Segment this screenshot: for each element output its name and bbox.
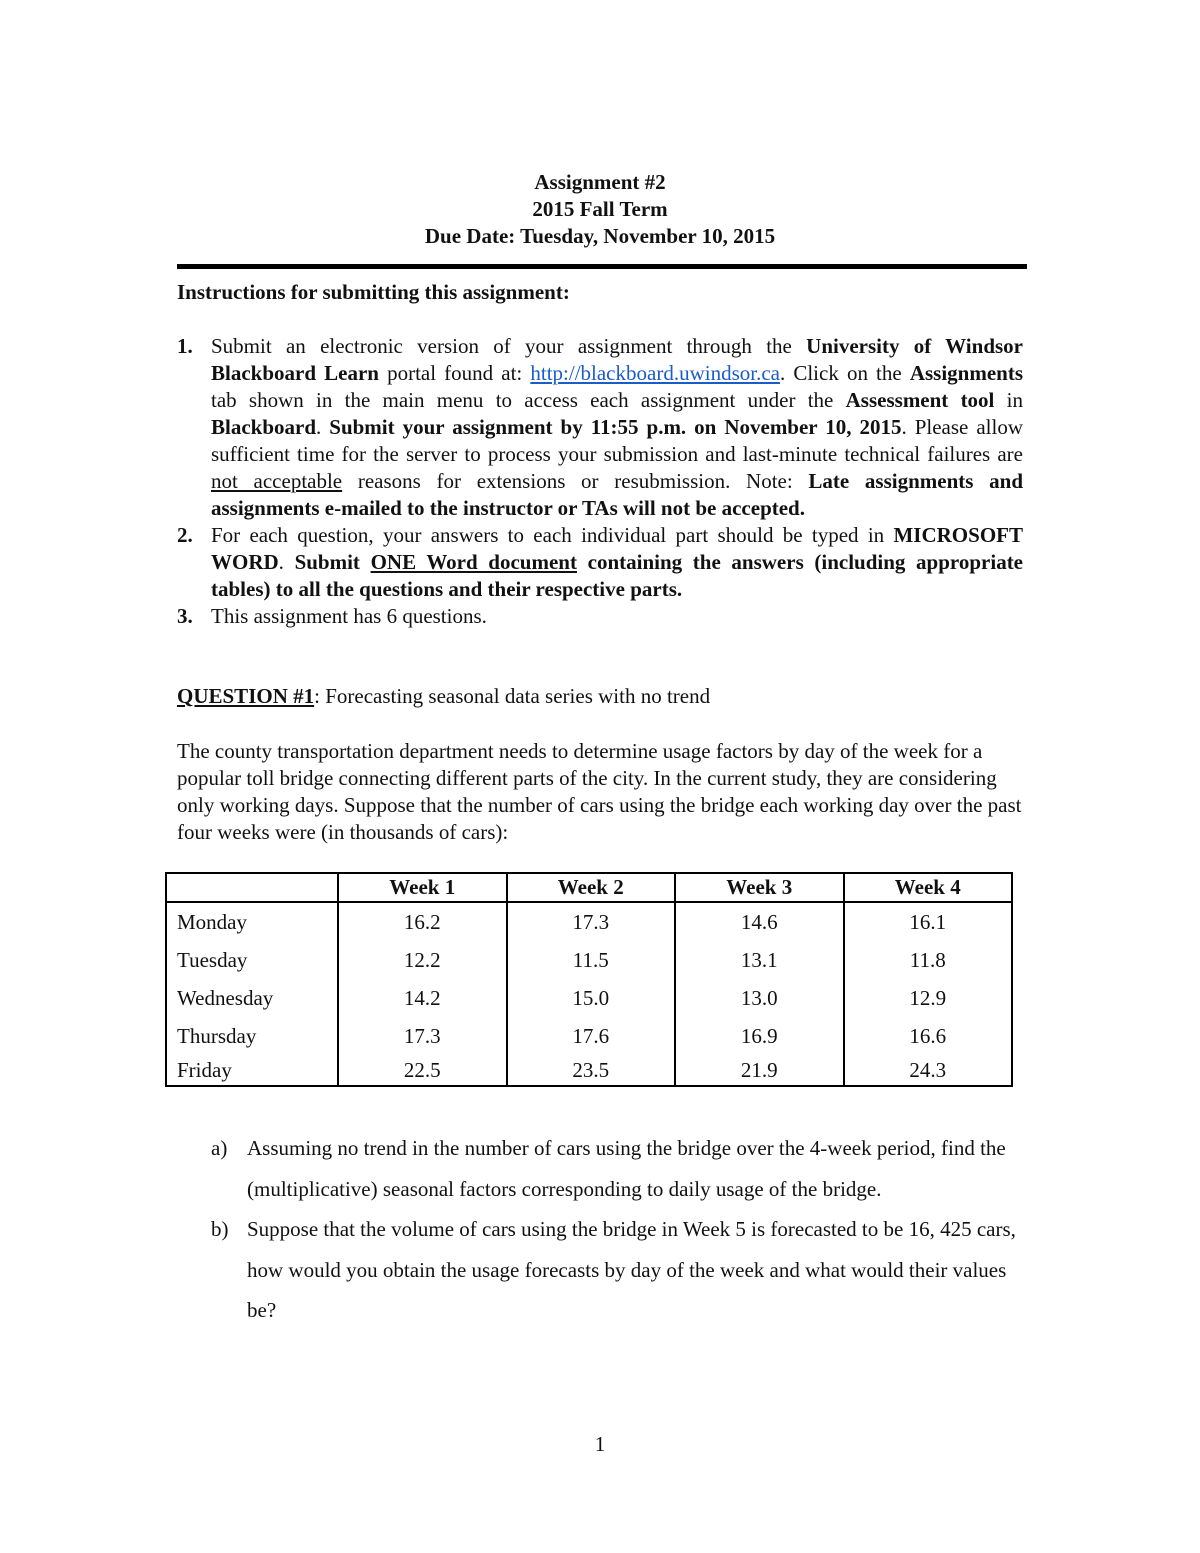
table-header-row xyxy=(166,873,1012,902)
column-header xyxy=(166,873,338,902)
text-run: in xyxy=(994,388,1023,412)
table-cell: 14.6 xyxy=(675,902,844,941)
table-cell: 13.1 xyxy=(675,941,844,979)
text-run: . xyxy=(316,415,330,439)
text-run: . Click on the xyxy=(779,361,910,385)
bold-run: MICROSOFT WORD xyxy=(211,523,1023,574)
term-label: 2015 Fall Term xyxy=(532,197,668,221)
bold-run: Blackboard xyxy=(211,415,317,439)
table-cell: 23.5 xyxy=(507,1055,676,1086)
row-label: Monday xyxy=(166,902,338,941)
bold-run: Assignments xyxy=(909,361,1023,385)
text-run: Submit an electronic version of your assignment through the xyxy=(211,334,807,358)
question-1-paragraph: The county transportation department needs to determine usage factors by day of the week for a popular toll bridge connecting different parts of the city. In the current study, they are considering only working days. Suppose that the number of cars using the bridge each working day over the past four weeks were (in thousands of cars): xyxy=(177,739,1022,844)
table-cell: 12.2 xyxy=(338,941,507,979)
blackboard-link[interactable]: http://blackboard.uwindsor.ca xyxy=(530,361,780,385)
table-cell: 22.5 xyxy=(338,1055,507,1086)
table-cell: 16.1 xyxy=(844,902,1013,941)
table-cell: 17.6 xyxy=(507,1017,676,1055)
table-row xyxy=(166,1017,1012,1055)
assignment-title: Assignment #2 xyxy=(534,170,666,194)
question-1-heading xyxy=(177,684,710,709)
part-label: a) xyxy=(211,1136,228,1160)
row-label: Tuesday xyxy=(166,941,338,979)
table-cell: 13.0 xyxy=(675,979,844,1017)
column-header: Week 2 xyxy=(507,873,676,902)
due-date: Due Date: Tuesday, November 10, 2015 xyxy=(424,224,776,248)
table-cell: 12.9 xyxy=(844,979,1013,1017)
column-header: Week 1 xyxy=(338,873,507,902)
bold-run: Late assignments and assignments e-mailed to the instructor or TAs will not be accepted. xyxy=(211,469,1024,520)
instruction-item-1 xyxy=(177,333,1023,522)
bold-underlined-run: ONE Word document xyxy=(370,550,577,574)
instructions-heading: Instructions for submitting this assignment: xyxy=(177,280,570,304)
column-header: Week 4 xyxy=(844,873,1013,902)
table-cell: 14.2 xyxy=(338,979,507,1017)
text-run: tab shown in the main menu to access each assignment under the xyxy=(211,388,846,412)
part-text: Assuming no trend in the number of cars using the bridge over the 4-week period, find the (multiplicative) seasonal factors corresponding to daily usage of the bridge. xyxy=(247,1136,1006,1201)
text-run: For each question, your answers to each individual part should be typed in xyxy=(211,523,894,547)
question-label: QUESTION #1 xyxy=(177,684,315,708)
header-rule xyxy=(177,264,1027,269)
table-row xyxy=(166,979,1012,1017)
text-run: This assignment has 6 questions. xyxy=(211,604,487,628)
question-part-a xyxy=(211,1128,1031,1209)
table-cell: 15.0 xyxy=(507,979,676,1017)
part-text: Suppose that the volume of cars using the bridge in Week 5 is forecasted to be 16, 425 cars, how would you obtain the usage forecasts by day of the week and what would their values be? xyxy=(247,1217,1016,1322)
table-cell: 17.3 xyxy=(507,902,676,941)
row-label: Friday xyxy=(166,1055,338,1086)
item-number: 3. xyxy=(177,604,193,628)
bold-run: containing the answers (including appropriate tables) to all the questions and their respective parts. xyxy=(211,550,1024,601)
instruction-item-2 xyxy=(177,522,1023,603)
underlined-run: not acceptable xyxy=(211,469,343,493)
table-cell: 17.3 xyxy=(338,1017,507,1055)
table-row xyxy=(166,1055,1012,1086)
question-parts-list xyxy=(211,1128,1031,1331)
bold-run: Submit xyxy=(294,550,371,574)
bold-run: Submit your assignment by 11:55 p.m. on November 10, 2015 xyxy=(329,415,902,439)
column-header: Week 3 xyxy=(675,873,844,902)
row-label: Thursday xyxy=(166,1017,338,1055)
bold-run: University of Windsor Blackboard Learn xyxy=(211,334,1023,385)
table-cell: 16.2 xyxy=(338,902,507,941)
question-title: : Forecasting seasonal data series with no trend xyxy=(314,684,711,708)
table-cell: 16.9 xyxy=(675,1017,844,1055)
page-number: 1 xyxy=(594,1432,606,1456)
table-cell: 21.9 xyxy=(675,1055,844,1086)
item-number: 1. xyxy=(177,334,193,358)
text-run: . Please allow sufficient time for the server to process your submission and last-minute technical failures are xyxy=(211,415,1023,466)
bridge-usage-table xyxy=(165,872,1013,1087)
text-run: . xyxy=(278,550,295,574)
table-cell: 24.3 xyxy=(844,1055,1013,1086)
text-run: portal found at: xyxy=(378,361,531,385)
question-part-b xyxy=(211,1209,1031,1331)
bold-run: Assessment tool xyxy=(845,388,995,412)
item-number: 2. xyxy=(177,523,193,547)
text-run: reasons for extensions or resubmission. Note: xyxy=(342,469,809,493)
instructions-list xyxy=(177,333,1023,630)
table-cell: 11.5 xyxy=(507,941,676,979)
table-cell: 11.8 xyxy=(844,941,1013,979)
table-row xyxy=(166,941,1012,979)
instruction-item-3 xyxy=(177,603,1023,630)
table-cell: 16.6 xyxy=(844,1017,1013,1055)
row-label: Wednesday xyxy=(166,979,338,1017)
table-row xyxy=(166,902,1012,941)
part-label: b) xyxy=(211,1217,229,1241)
